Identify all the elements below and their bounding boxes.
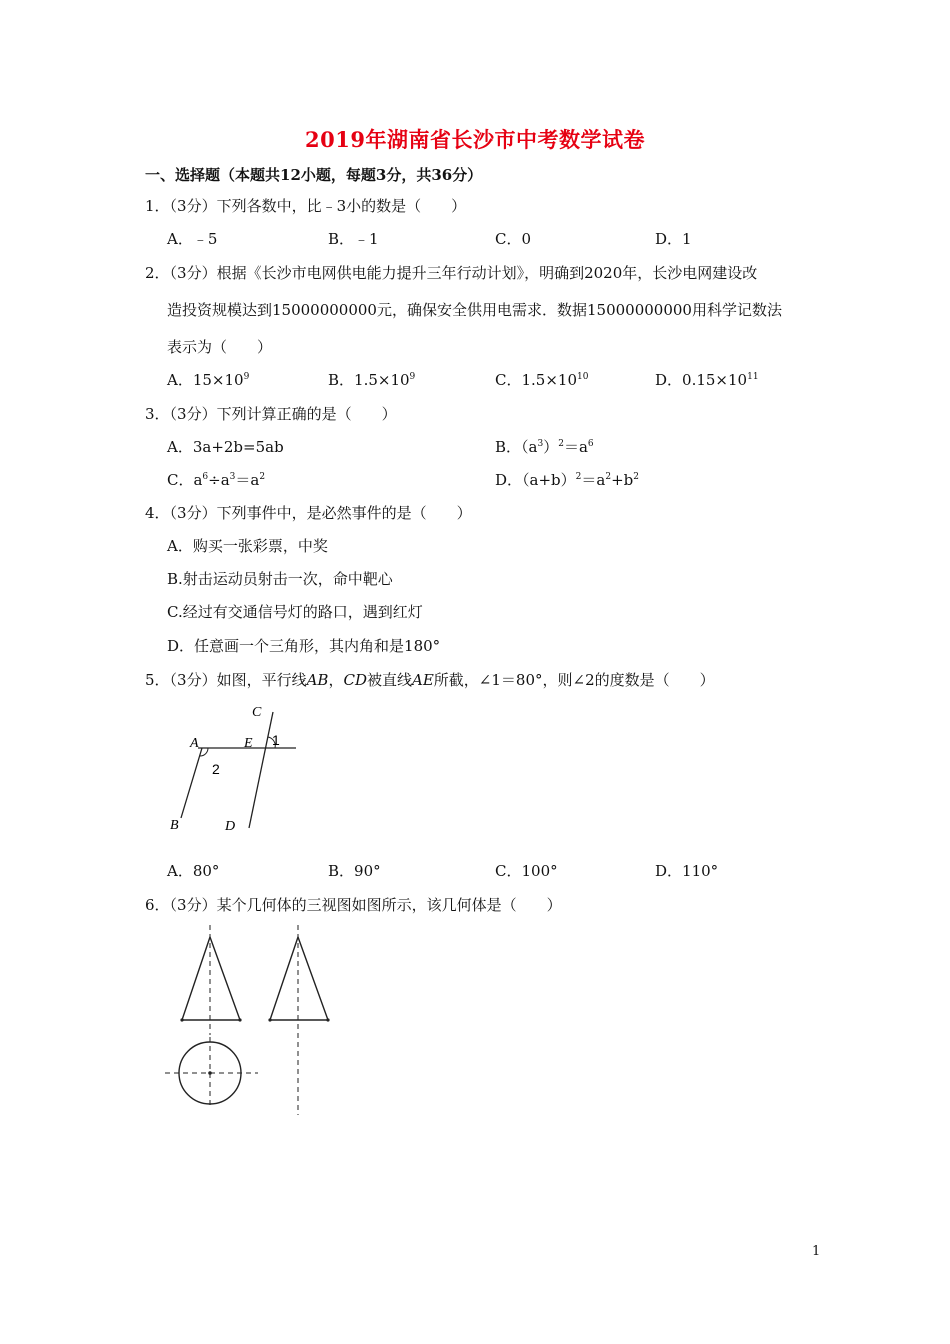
section-heading: 一、选择题（本题共12小题，每题3分，共36分） (145, 166, 483, 184)
q1-option-a: A．﹣5 (167, 230, 218, 248)
q3-option-d-eq: ＝a (581, 471, 606, 489)
q4-option-d: D．任意画一个三角形，其内角和是180° (167, 637, 441, 655)
q2-option-c-exp: 10 (577, 372, 589, 382)
q5-line-cd (249, 712, 273, 828)
page-number: 1 (812, 1244, 821, 1259)
q1-option-d: D．1 (655, 230, 692, 248)
q4-option-c: C.经过有交通信号灯的路口，遇到红灯 (167, 603, 423, 621)
q1-option-b: B．﹣1 (328, 230, 379, 248)
q6-three-view-figure (160, 925, 340, 1120)
q3-option-b-exp1: 3 (537, 439, 544, 449)
q2-option-a-base: A．15×10 (167, 371, 244, 389)
q4-option-b: B.射击运动员射击一次，命中靶心 (167, 570, 393, 588)
q5-stem-prefix: 5．（3分）如图，平行线 (145, 671, 307, 689)
q5-label-2: 2 (212, 761, 220, 777)
q2-option-d (655, 370, 759, 390)
q6-side-vertex-right (326, 1018, 329, 1021)
q4-option-a: A．购买一张彩票，中奖 (167, 537, 328, 555)
q3-option-d (495, 470, 639, 490)
q2-stem-line2: 造投资规模达到15000000000元，确保安全供用电需求．数据15000000000用科学记数法 (167, 301, 782, 319)
q5-parallel-lines-figure (160, 700, 310, 840)
q5-comma: ， (328, 671, 344, 689)
q3-option-a: A．3a+2b=5ab (167, 438, 284, 456)
q3-option-d-exp1: 2 (575, 472, 582, 482)
q3-stem: 3．（3分）下列计算正确的是（ ） (145, 405, 397, 423)
q2-stem-line1: 2．（3分）根据《长沙市电网供电能力提升三年行动计划》，明确到2020年，长沙电网建设改 (145, 264, 758, 282)
q1-option-c: C．0 (495, 230, 532, 248)
q5-label-ae: AE (412, 671, 434, 689)
q2-stem-line3: 表示为（ ） (167, 338, 273, 356)
q3-option-d-plus: +b (611, 471, 634, 489)
q2-option-c-base: C．1.5×10 (495, 371, 577, 389)
q5-stem-suffix: 所截，∠1＝80°，则∠2的度数是（ ） (433, 671, 715, 689)
q3-option-c-mid: ÷a (208, 471, 230, 489)
q2-option-b-exp: 9 (409, 372, 416, 382)
q6-top-center (208, 1071, 212, 1075)
q6-front-vertex-right (238, 1018, 241, 1021)
q3-option-c (167, 470, 265, 490)
q5-option-c: C．100° (495, 862, 558, 880)
q3-option-c-prefix: C．a (167, 471, 203, 489)
q5-label-1: 1 (272, 732, 280, 748)
q6-front-view (180, 925, 241, 1035)
q6-top-view (165, 1037, 258, 1109)
exam-title: 2019年湖南省长沙市中考数学试卷 (305, 127, 645, 152)
q3-option-c-exp2: 3 (229, 472, 236, 482)
q5-option-d: D．110° (655, 862, 719, 880)
q3-option-c-eq: ＝a (235, 471, 260, 489)
q3-option-b-eq: ＝a (563, 438, 588, 456)
q5-stem-mid: 被直线 (366, 671, 412, 689)
q3-option-d-prefix: D．（a+b） (495, 471, 576, 489)
q3-option-b-exp2: 2 (558, 439, 564, 449)
q6-stem: 6．（3分）某个几何体的三视图如图所示，该几何体是（ ） (145, 896, 562, 914)
q4-stem: 4．（3分）下列事件中，是必然事件的是（ ） (145, 504, 472, 522)
q1-stem: 1．（3分）下列各数中，比﹣3小的数是（ ） (145, 197, 467, 215)
q5-label-cd: CD (343, 671, 367, 689)
q3-option-c-exp1: 6 (202, 472, 209, 482)
q6-front-triangle (182, 937, 240, 1020)
q5-option-a: A．80° (167, 862, 220, 880)
q5-line-ab (181, 748, 202, 818)
q6-side-vertex-left (268, 1018, 271, 1021)
q2-option-b-base: B．1.5×10 (328, 371, 410, 389)
q3-option-b-prefix: B．（a (495, 438, 538, 456)
q2-option-a-exp: 9 (243, 372, 250, 382)
q5-label-a: A (190, 736, 199, 751)
q2-option-b (328, 370, 415, 390)
q3-option-b-mid: ） (543, 438, 559, 456)
q6-side-triangle (270, 937, 328, 1020)
q2-option-d-base: D．0.15×10 (655, 371, 748, 389)
q5-label-b: B (170, 818, 179, 833)
q5-stem (145, 670, 715, 690)
q3-option-b (495, 437, 594, 457)
q2-option-a (167, 370, 249, 390)
q2-option-d-exp: 11 (747, 372, 759, 382)
q3-option-d-exp3: 2 (633, 472, 639, 482)
q6-front-vertex-left (180, 1018, 183, 1021)
q3-option-c-exp3: 2 (259, 472, 266, 482)
q5-option-b: B．90° (328, 862, 381, 880)
q5-label-e: E (244, 736, 253, 751)
q6-side-view (268, 925, 329, 1115)
q5-label-ab: AB (306, 671, 329, 689)
q5-label-c: C (252, 705, 262, 720)
q2-option-c (495, 370, 588, 390)
q3-option-d-exp2: 2 (605, 472, 612, 482)
q5-label-d: D (225, 819, 236, 834)
q3-option-b-exp3: 6 (587, 439, 594, 449)
